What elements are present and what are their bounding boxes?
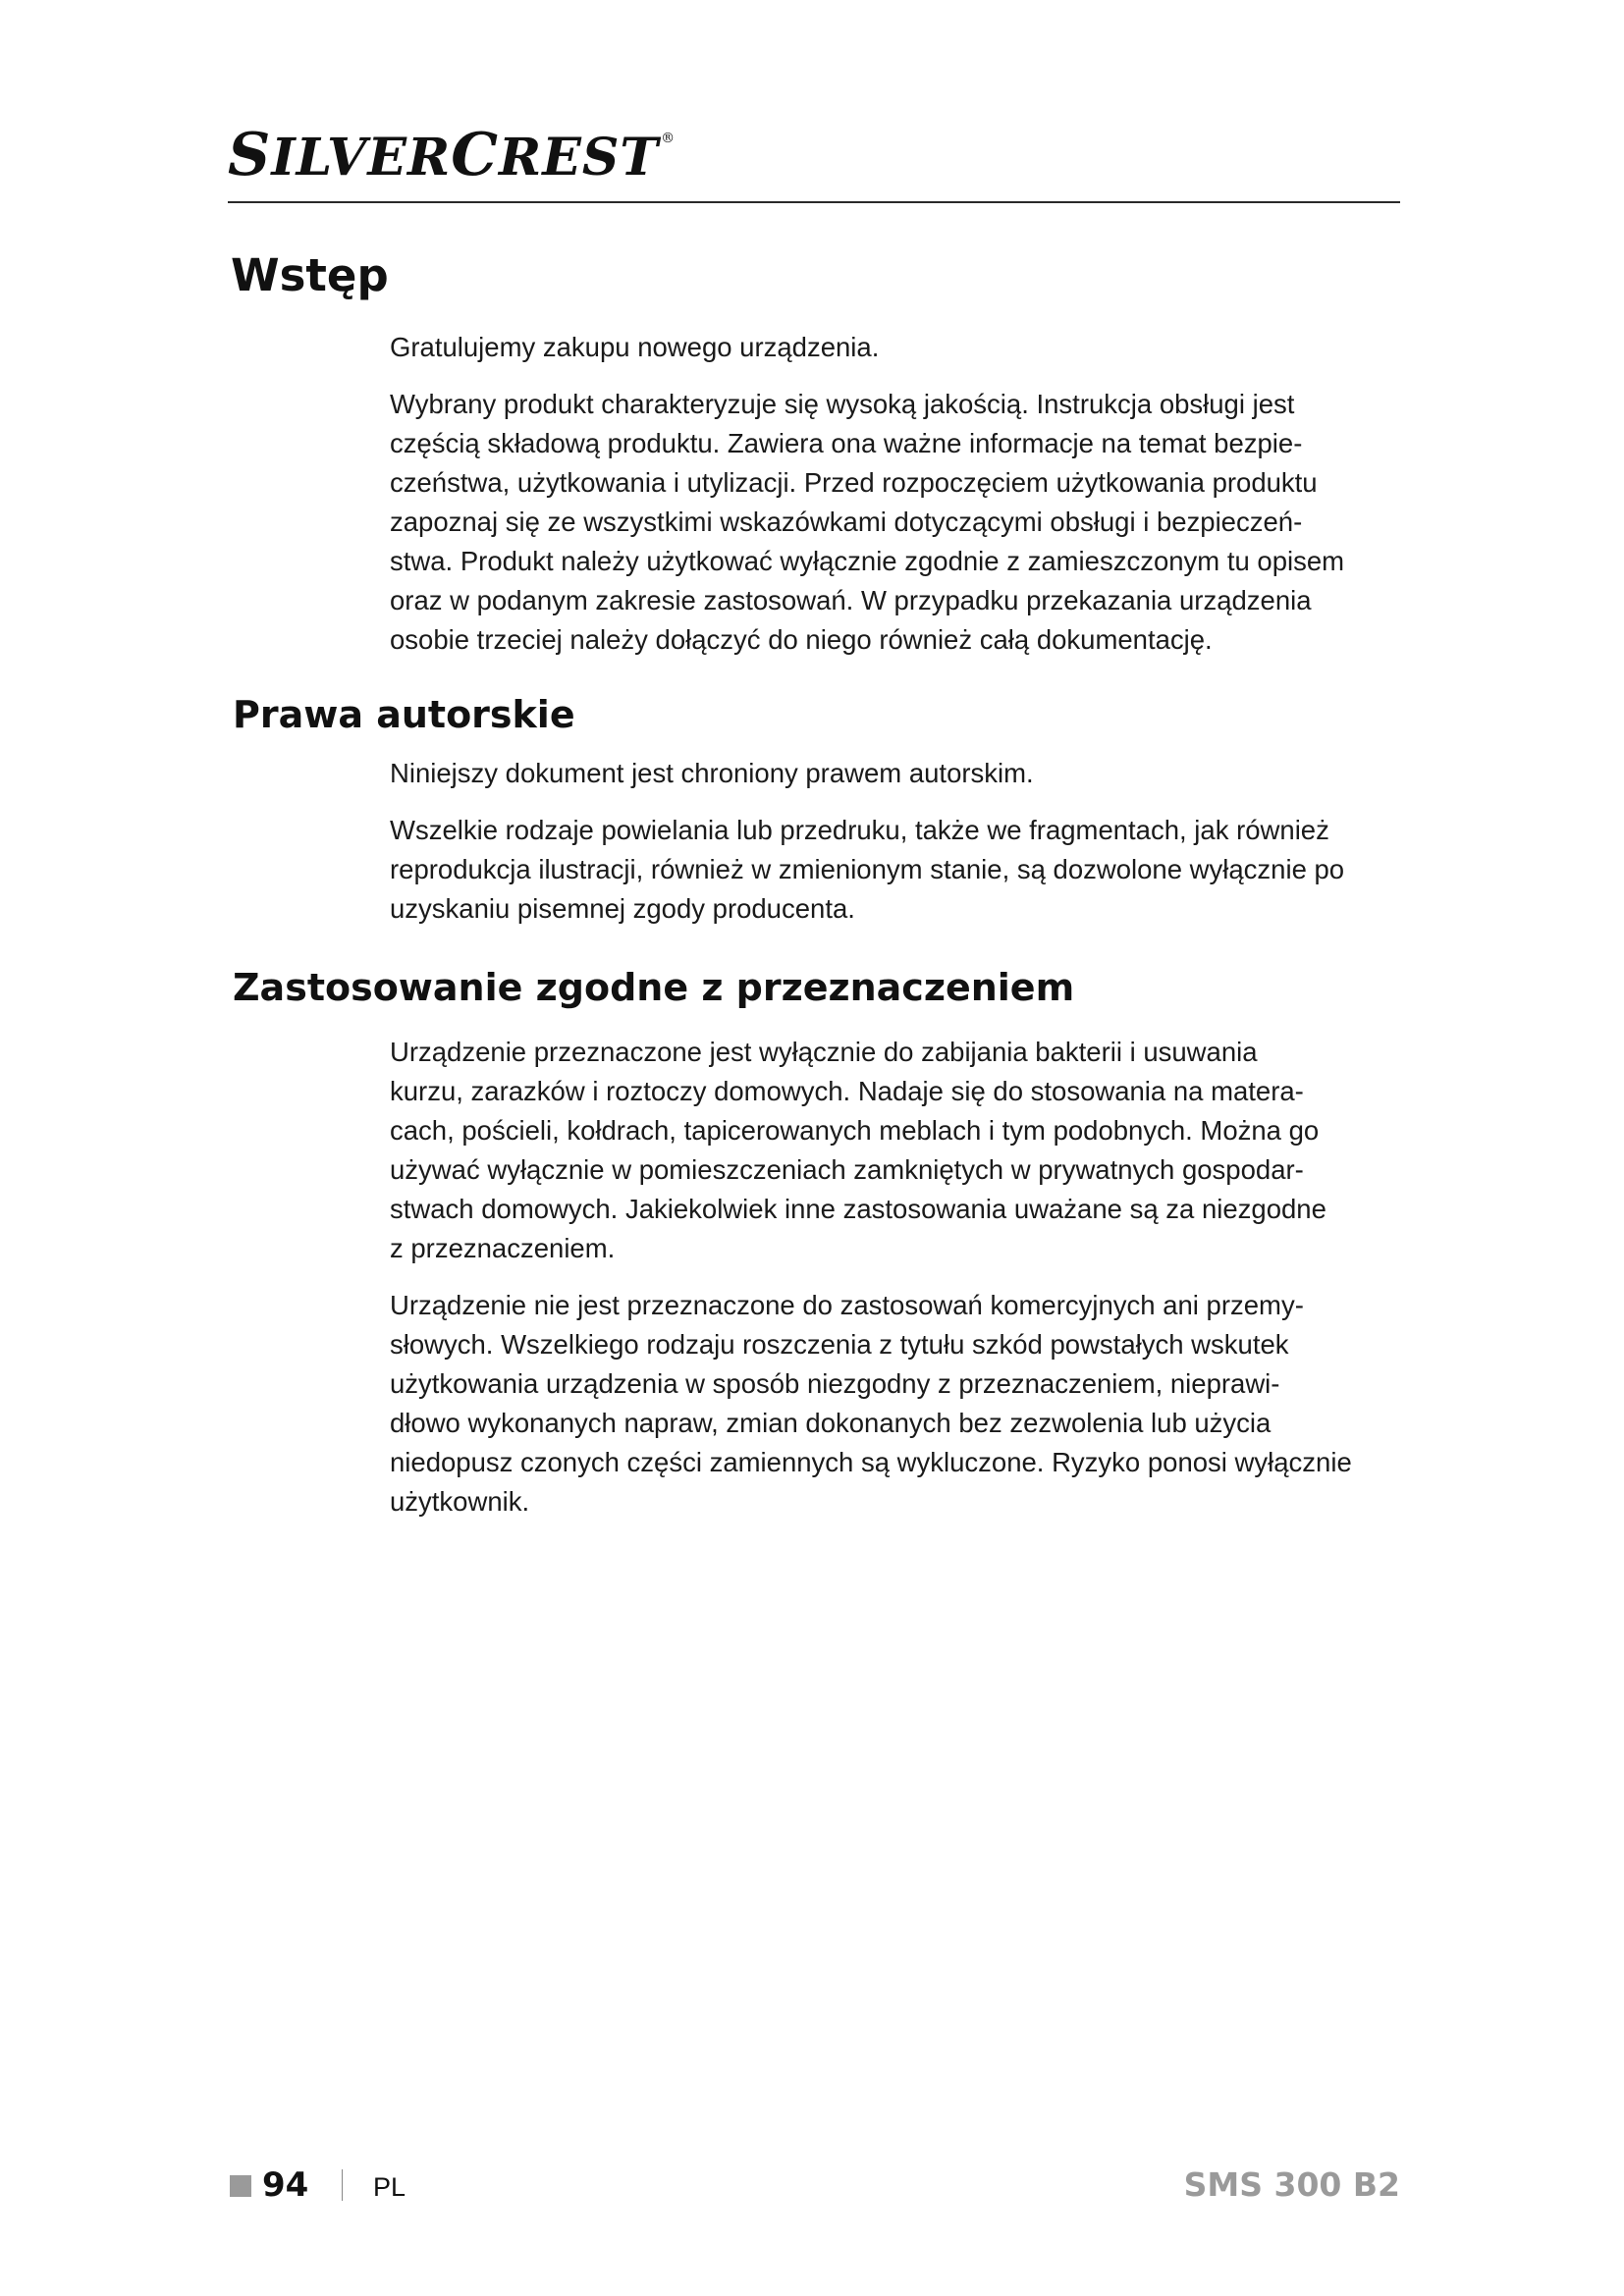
language-code: PL (373, 2172, 406, 2202)
page-footer (228, 2165, 1400, 2205)
logo-second-cap: C (451, 121, 500, 189)
section-body-copyright (390, 754, 1411, 946)
text-line: zapoznaj się ze wszystkimi wskazówkami dotyczącymi obsługi i bezpieczeń- (390, 507, 1303, 537)
text-line: użytkowania urządzenia w sposób niezgodny z przeznaczeniem, nieprawi- (390, 1368, 1280, 1399)
intro-paragraph-1 (390, 328, 1411, 367)
logo-second-rest: REST (499, 128, 660, 187)
copyright-paragraph-2 (390, 811, 1411, 929)
text-line: czeństwa, użytkowania i utylizacji. Przed rozpoczęciem użytkowania produktu (390, 467, 1318, 498)
intended-use-paragraph-2 (390, 1286, 1411, 1522)
text-line: dłowo wykonanych napraw, zmian dokonanych bez zezwolenia lub użycia (390, 1408, 1272, 1438)
text-line: użytkownik. (390, 1486, 530, 1517)
text-line: Urządzenie przeznaczone jest wyłącznie do zabijania bakterii i usuwania (390, 1037, 1258, 1067)
intro-paragraph-2 (390, 385, 1411, 660)
text-line: niedopusz czonych części zamiennych są wykluczone. Ryzyko ponosi wyłącznie (390, 1447, 1352, 1477)
text-line: Urządzenie nie jest przeznaczone do zastosowań komercyjnych ani przemy- (390, 1290, 1304, 1320)
copyright-paragraph-1 (390, 754, 1411, 793)
text-line: stwa. Produkt należy użytkować wyłącznie zgodnie z zamieszczonym tu opisem (390, 546, 1345, 576)
section-title-copyright: Prawa autorskie (233, 693, 575, 736)
text-line: z przeznaczeniem. (390, 1233, 616, 1263)
footer-divider (342, 2169, 343, 2201)
text-line: Niniejszy dokument jest chroniony prawem autorskim. (390, 758, 1034, 788)
brand-logo (228, 121, 677, 189)
text-line: osobie trzeciej należy dołączyć do niego również całą dokumentację. (390, 624, 1213, 655)
text-line: Gratulujemy zakupu nowego urządzenia. (390, 332, 880, 362)
text-line: kurzu, zarazków i roztoczy domowych. Nadaje się do stosowania na matera- (390, 1076, 1304, 1106)
section-body-intro (390, 328, 1411, 677)
text-line: używać wyłącznie w pomieszczeniach zamkniętych w prywatnych gospodar- (390, 1154, 1304, 1185)
header-divider (228, 201, 1400, 203)
page-number: 94 (262, 2165, 309, 2205)
text-line: cach, pościeli, kołdrach, tapicerowanych meblach i tym podobnych. Można go (390, 1115, 1320, 1146)
text-line: stwach domowych. Jakiekolwiek inne zastosowania uważane są za niezgodne (390, 1194, 1326, 1224)
text-line: częścią składową produktu. Zawiera ona ważne informacje na temat bezpie- (390, 428, 1303, 458)
page-marker-icon (230, 2175, 251, 2197)
text-line: uzyskaniu pisemnej zgody producenta. (390, 893, 855, 924)
registered-mark: ® (661, 131, 677, 146)
text-line: słowych. Wszelkiego rodzaju roszczenia z tytułu szkód powstałych wskutek (390, 1329, 1289, 1360)
section-title-intended-use: Zastosowanie zgodne z przeznaczeniem (233, 966, 1075, 1009)
intended-use-paragraph-1 (390, 1033, 1411, 1268)
logo-first-cap: S (228, 121, 272, 189)
section-title-intro: Wstęp (231, 249, 389, 301)
model-number: SMS 300 B2 (1183, 2165, 1400, 2204)
text-line: oraz w podanym zakresie zastosowań. W przypadku przekazania urządzenia (390, 585, 1312, 615)
section-body-intended-use (390, 1033, 1411, 1539)
text-line: Wybrany produkt charakteryzuje się wysoką jakością. Instrukcja obsługi jest (390, 389, 1295, 419)
logo-first-rest: ILVER (271, 128, 452, 187)
text-line: Wszelkie rodzaje powielania lub przedruku, także we fragmentach, jak również (390, 815, 1329, 845)
text-line: reprodukcja ilustracji, również w zmienionym stanie, są dozwolone wyłącznie po (390, 854, 1345, 884)
